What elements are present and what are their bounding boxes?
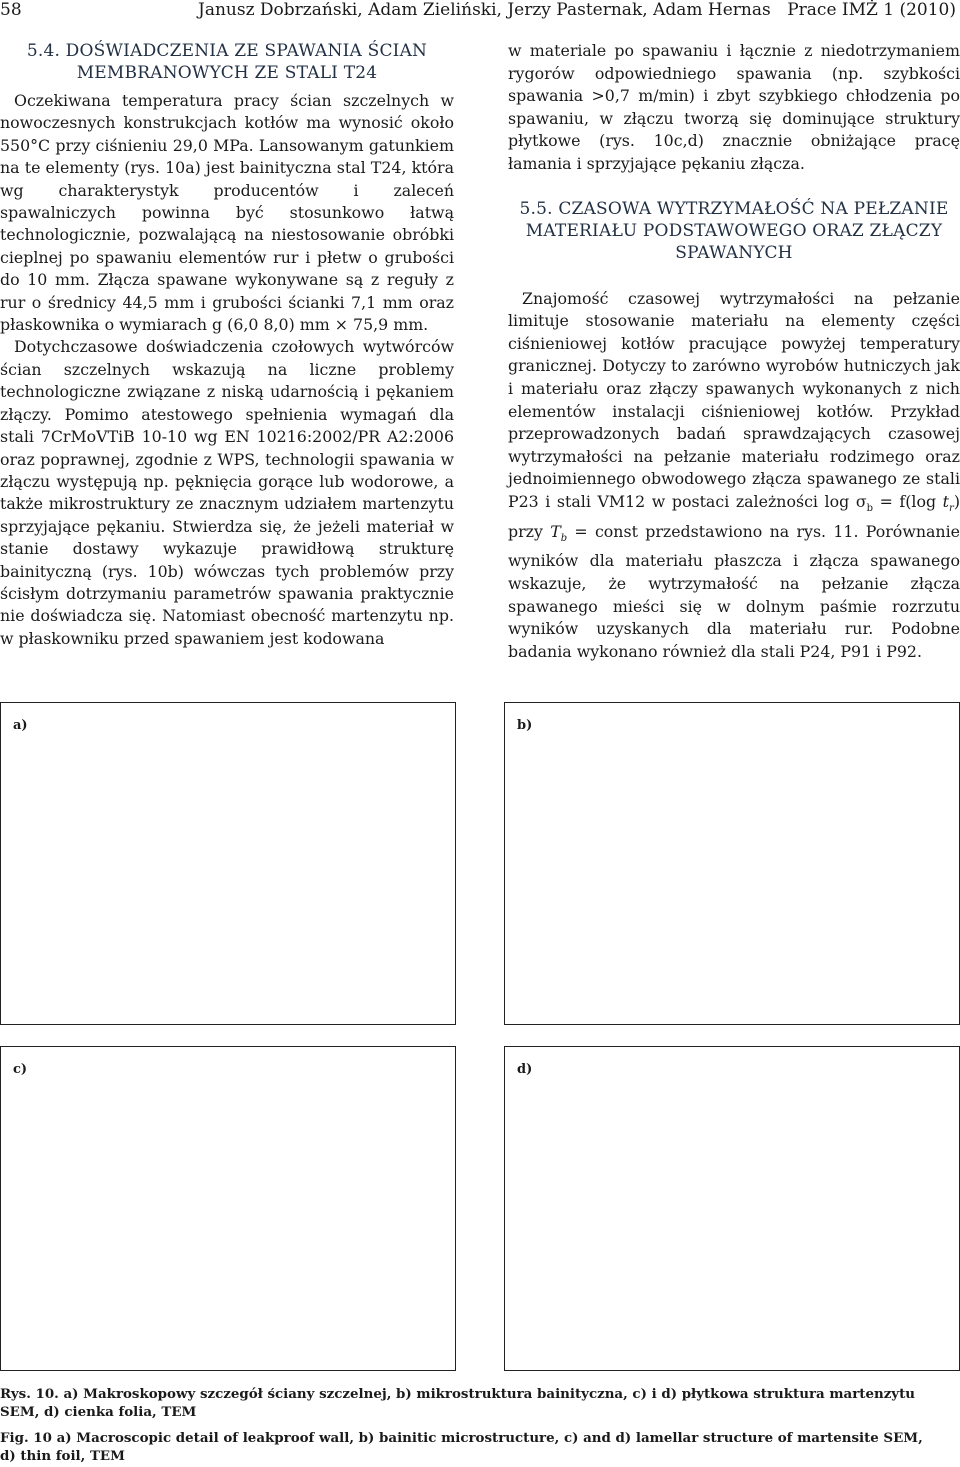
section-heading-5-4: 5.4. DOŚWIADCZENIA ZE SPAWANIA ŚCIAN MEMBRANOWYCH ZE STALI T24 [26,41,428,83]
figure-panel-d [504,1046,960,1371]
journal-reference: Prace IMŻ 1 (2010) [787,0,956,20]
paragraph-5-4-2: Dotychczasowe doświadczenia czołowych wytwórców ścian szczelnych wskazują na liczne problemy technologiczne związane z niską udarnością i pękaniem złączy. Pomimo atestowego spełnienia wymagań dla stali 7CrMoVTiB 10-10 wg EN 10216:2002/PR A2:2006 oraz poprawnej, zgodnie z WPS, technologii spawania w złączu występują np. pęknięcia gorące lub wodorowe, a także mikrostruktury ze znacznym udziałem martenzytu sprzyjające pękaniu. Stwierdza się, że jeżeli materiał w stanie dostawy wykazuje prawidłową strukturę bainityczną (rys. 10b) wówczas tych problemów przy ścisłym dotrzymaniu parametrów spawania praktycznie nie doświadcza się. Natomiast obecność martenzytu np. w płaskowniku przed spawaniem jest kodowana [0,337,454,648]
page-number: 58 [0,0,22,20]
figure-caption-english: Fig. 10 a) Macroscopic detail of leakproof wall, b) bainitic microstructure, c) and d) lamellar structure of martensite SEM, d) thin foil, TEM [0,1430,923,1464]
sigma-symbol: σ [855,491,867,511]
figure-caption-polish: Rys. 10. a) Makroskopowy szczegół ściany szczelnej, b) mikrostruktura bainityczna, c) i d) płytkowa struktura martenzytu SEM, d) cienka folia, TEM [0,1386,916,1420]
paragraph-continued: w materiale po spawaniu i łącznie z niedotrzymaniem rygorów odpowiedniego spawania (np. szybkości spawania >0,7 m/min) i zbyt szybkiego chłodzenia po spawaniu, w złączu tworzą się dominujące struktury płytkowe (rys. 10c,d) znacznie obniżające pracę łamania i sprzyjające pękaniu złącza. [508,41,960,173]
running-authors: Janusz Dobrzański, Adam Zieliński, Jerzy Pasternak, Adam Hernas [198,0,771,20]
paragraph-5-5-1: Znajomość czasowej wytrzymałości na pełzanie limituje stosowanie materiału na elementy części ciśnieniowej kotłów pracujące powyżej temperatury granicznej. Dotyczy to zarówno wyrobów hutniczych jak i materiału oraz złączy spawanych wykonanych z nich elementów instalacji ciśnieniowej kotłów. Przykład przeprowadzonych badań sprawdzających czasowej wytrzymałości na pełzanie materiału rodzimego oraz jednoimiennego obwodowego złącza spawanego ze stali P23 i stali VM12 w postaci zależności $\log \sigma_b = f(\log$ $t_r$) przy $T_b$ = const przedstawiono na rys. 11. Porównanie wyników dla materiału płaszcza i złącza spawanego wskazuje, że wytrzymałość na pełzanie złącza spawanego mieści się w dolnym paśmie rozrzutu wyników uzyskanych dla materiału rur. Podobne badania wykonano również dla stali P24, P91 i P92. [508,288,960,661]
section-heading-5-5: 5.5. CZASOWA WYTRZYMAŁOŚĆ NA PEŁZANIE MATERIAŁU PODSTAWOWEGO ORAZ ZŁĄCZY SPAWANYCH [519,198,949,263]
figure-panel-b [504,702,960,1025]
left-column [0,40,454,650]
page-header [0,0,960,26]
right-column [508,40,960,663]
figure-label-b: b) [517,718,533,733]
figure-label-d: d) [517,1062,533,1077]
figure-label-c: c) [13,1062,28,1077]
paragraph-5-4-1: Oczekiwana temperatura pracy ścian szczelnych w nowoczesnych konstrukcjach kotłów ma wynosić około 550°C przy ciśnieniu 29,0 MPa. Lansowanym gatunkiem na te elementy (rys. 10a) jest bainityczna stal T24, która wg charakterystyk producentów i zaleceń spawalniczych powinna być stosunkowo łatwą technologicznie, pozwalającą na niestosowanie obróbki cieplnej po spawaniu elementów rur i płetw o grubości do 10 mm. Złącza spawane wykonywane są z reguły z rur o średnicy 44,5 mm i grubości ścianki 7,1 mm oraz płaskownika o wymiarach g (6,0 8,0) mm × 75,9 mm. [0,91,454,335]
figure-label-a: a) [13,718,28,733]
figure-panel-a [0,702,456,1025]
figure-panel-c [0,1046,456,1371]
